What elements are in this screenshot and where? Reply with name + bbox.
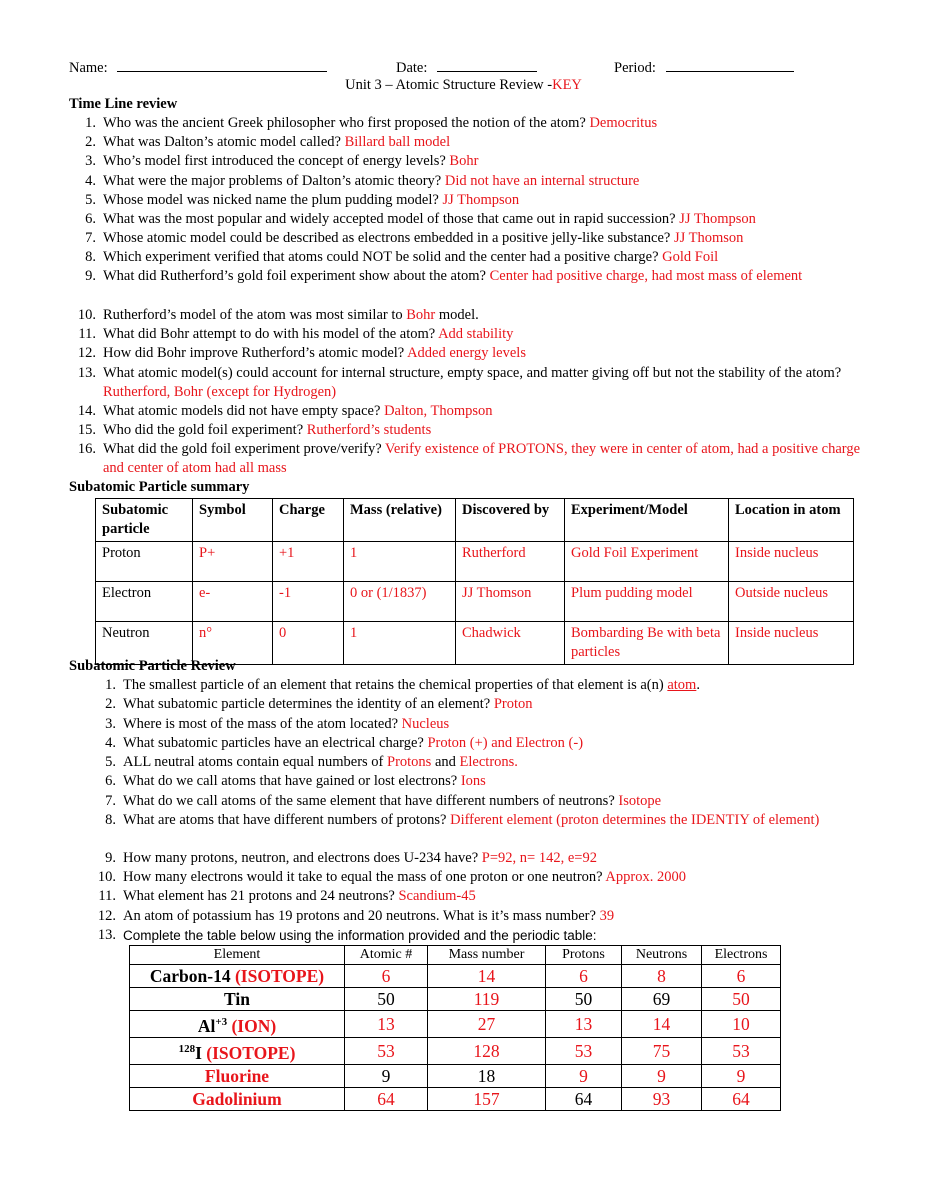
question-number: 10.	[97, 869, 116, 885]
question-number: 4.	[105, 735, 116, 751]
title-key: KEY	[552, 77, 582, 93]
question-text: How many protons, neutron, and electrons does U-234 have?	[123, 850, 479, 866]
summary-cell: Electron	[96, 582, 193, 622]
iso-col-header: Electrons	[702, 946, 781, 965]
iso-value-cell: 27	[428, 1011, 546, 1038]
iso-value-cell: 93	[622, 1087, 702, 1110]
question-text: What atomic model(s) could account for internal structure, empty space, and matter giving off but not the stability of the atom?	[103, 365, 842, 381]
answer-text: Isotope	[618, 793, 662, 809]
question-text: Who was the ancient Greek philosopher who first proposed the notion of the atom?	[103, 115, 586, 131]
question-item	[103, 267, 863, 286]
question-number: 11.	[78, 326, 96, 342]
iso-value-cell: 128	[428, 1037, 546, 1064]
question-item	[103, 344, 863, 363]
question-number: 1.	[105, 677, 116, 693]
iso-value-cell: 75	[622, 1037, 702, 1064]
iso-value-cell: 64	[702, 1087, 781, 1110]
question-text: .	[696, 677, 700, 693]
period-label: Period:	[614, 60, 656, 76]
element-name: Carbon-14	[149, 966, 231, 986]
question-text: Complete the table below using the information provided and the periodic table:	[123, 928, 597, 943]
summary-row	[96, 582, 854, 622]
answer-text: Rutherford’s students	[306, 422, 432, 438]
question-text: and	[434, 754, 456, 770]
iso-value-cell: 119	[428, 988, 546, 1011]
question-item	[103, 229, 863, 248]
subatomic-summary-table	[95, 498, 854, 665]
answer-text: Democritus	[589, 115, 658, 131]
question-item	[103, 306, 863, 325]
element-name: Fluorine	[204, 1065, 270, 1086]
question-text: Whose model was nicked name the plum pudding model?	[103, 192, 439, 208]
iso-value-cell: 157	[428, 1087, 546, 1110]
col-header: Symbol	[193, 499, 273, 542]
question-text: How did Bohr improve Rutherford’s atomic model?	[103, 345, 405, 361]
summary-cell: Chadwick	[456, 622, 565, 665]
col-header: Experiment/Model	[565, 499, 729, 542]
iso-col-header: Protons	[546, 946, 622, 965]
mass-superscript: 128	[178, 1042, 196, 1055]
iso-value-cell: 10	[702, 1011, 781, 1038]
date-label: Date:	[396, 60, 428, 76]
question-item	[103, 133, 863, 152]
iso-value-cell: 14	[428, 965, 546, 988]
question-item	[123, 753, 858, 772]
period-field[interactable]	[666, 57, 794, 72]
summary-cell: Rutherford	[456, 542, 565, 582]
answer-text: Billard ball model	[344, 134, 451, 150]
question-text: What did Bohr attempt to do with his model of the atom?	[103, 326, 436, 342]
summary-cell: P+	[193, 542, 273, 582]
question-text: ALL neutral atoms contain equal numbers of	[123, 754, 384, 770]
element-name: Tin	[224, 989, 250, 1009]
question-text: The smallest particle of an element that retains the chemical properties of that element is a(n)	[123, 677, 664, 693]
date-row	[396, 57, 537, 78]
summary-cell: Inside nucleus	[729, 622, 854, 665]
summary-cell: JJ Thomson	[456, 582, 565, 622]
question-item	[123, 734, 858, 753]
question-number: 13.	[97, 927, 116, 943]
question-number: 9.	[85, 268, 96, 284]
iso-value-cell: 9	[345, 1064, 428, 1087]
summary-cell: Gold Foil Experiment	[565, 542, 729, 582]
title-text: Unit 3 – Atomic Structure Review -	[345, 77, 553, 93]
charge-superscript: +3	[215, 1016, 228, 1028]
summary-cell: Inside nucleus	[729, 542, 854, 582]
question-item	[103, 210, 863, 229]
summary-row	[96, 542, 854, 582]
answer-text: Dalton, Thompson	[384, 403, 493, 419]
question-item	[123, 868, 858, 887]
iso-col-header: Mass number	[428, 946, 546, 965]
question-item	[123, 849, 858, 868]
question-text: What do we call atoms that have gained or lost electrons?	[123, 773, 458, 789]
question-number: 8.	[85, 249, 96, 265]
element-cell	[130, 1037, 345, 1064]
question-item	[123, 695, 858, 714]
answer-text: JJ Thomson	[673, 230, 744, 246]
question-item	[103, 248, 863, 267]
question-item	[103, 364, 863, 402]
answer-text: Added energy levels	[407, 345, 526, 361]
question-item	[103, 421, 863, 440]
answer-text: Proton	[493, 696, 533, 712]
question-number: 15.	[77, 422, 96, 438]
question-item	[123, 926, 858, 945]
iso-value-cell: 53	[345, 1037, 428, 1064]
iso-col-header: Element	[130, 946, 345, 965]
question-item	[103, 114, 863, 133]
answer-text: Bohr	[449, 153, 479, 169]
question-item	[103, 191, 863, 210]
element-cell	[130, 1011, 345, 1038]
summary-cell: Neutron	[96, 622, 193, 665]
iso-value-cell: 53	[702, 1037, 781, 1064]
question-number: 13.	[77, 365, 96, 381]
element-name: Al	[197, 1015, 216, 1036]
iso-value-cell: 9	[546, 1064, 622, 1087]
question-text: model.	[438, 307, 479, 323]
question-text: Who did the gold foil experiment?	[103, 422, 304, 438]
element-name: Gadolinium	[192, 1088, 282, 1109]
iso-header-row	[130, 946, 781, 965]
question-item	[123, 676, 858, 695]
isotope-table	[129, 945, 781, 1111]
col-header: Charge	[273, 499, 344, 542]
element-cell	[130, 988, 345, 1011]
element-tag: (ISOTOPE)	[206, 1042, 296, 1063]
question-item	[103, 172, 863, 191]
summary-cell: Proton	[96, 542, 193, 582]
summary-cell: 1	[344, 542, 456, 582]
question-number: 4.	[85, 173, 96, 189]
summary-cell: 1	[344, 622, 456, 665]
answer-text: Electrons.	[459, 754, 518, 770]
iso-value-cell: 13	[345, 1011, 428, 1038]
question-number: 5.	[85, 192, 96, 208]
name-row	[69, 57, 327, 78]
question-text: What was the most popular and widely accepted model of those that came out in rapid succession?	[103, 211, 676, 227]
answer-text: Rutherford, Bohr (except for Hydrogen)	[103, 384, 337, 401]
question-number: 12.	[77, 345, 96, 361]
question-number: 8.	[105, 812, 116, 828]
answer-text: Scandium-45	[398, 888, 476, 904]
element-tag: (ISOTOPE)	[234, 966, 325, 986]
question-item	[123, 907, 858, 926]
question-number: 3.	[105, 716, 116, 732]
question-number: 5.	[105, 754, 116, 770]
question-number: 1.	[85, 115, 96, 131]
summary-cell: e-	[193, 582, 273, 622]
timeline-heading: Time Line review	[69, 96, 178, 112]
question-item	[123, 811, 858, 830]
question-number: 3.	[85, 153, 96, 169]
iso-row	[130, 1064, 781, 1087]
question-item	[103, 402, 863, 421]
summary-cell: Bombarding Be with beta particles	[565, 622, 729, 665]
question-item	[123, 887, 858, 906]
question-number: 11.	[98, 888, 116, 904]
summary-cell: 0 or (1/1837)	[344, 582, 456, 622]
answer-text: Gold Foil	[662, 249, 719, 265]
iso-value-cell: 50	[345, 988, 428, 1011]
question-text: What atomic models did not have empty space?	[103, 403, 381, 419]
question-number: 9.	[105, 850, 116, 866]
iso-value-cell: 9	[622, 1064, 702, 1087]
answer-text: atom	[667, 677, 697, 693]
question-text: Rutherford’s model of the atom was most similar to	[103, 307, 403, 323]
review-heading: Subatomic Particle Review	[69, 658, 236, 674]
col-header: Discovered by	[456, 499, 565, 542]
answer-text: Verify existence of PROTONS, they were in center of atom, had a positive charge and center of atom had all mass	[103, 441, 861, 477]
iso-value-cell: 64	[546, 1087, 622, 1110]
iso-value-cell: 18	[428, 1064, 546, 1087]
page-title	[0, 76, 927, 95]
question-text: What did the gold foil experiment prove/verify?	[103, 441, 382, 457]
question-number: 12.	[97, 908, 116, 924]
iso-value-cell: 64	[345, 1087, 428, 1110]
question-item	[123, 715, 858, 734]
element-cell	[130, 1087, 345, 1110]
question-text: What subatomic particle determines the identity of an element?	[123, 696, 491, 712]
answer-text: Add stability	[438, 326, 514, 342]
iso-value-cell: 53	[546, 1037, 622, 1064]
period-row	[614, 57, 794, 78]
element-cell	[130, 1064, 345, 1087]
answer-text: Bohr	[406, 307, 436, 323]
answer-text: Did not have an internal structure	[444, 173, 640, 189]
question-item	[103, 325, 863, 344]
answer-text: JJ Thompson	[442, 192, 520, 208]
iso-row	[130, 1037, 781, 1064]
summary-cell: -1	[273, 582, 344, 622]
answer-text: Ions	[460, 773, 486, 789]
element-tag: (ION)	[231, 1015, 277, 1036]
question-number: 6.	[105, 773, 116, 789]
name-label: Name:	[69, 60, 108, 76]
iso-col-header: Neutrons	[622, 946, 702, 965]
answer-text: Different element (proton determines the IDENTIY of element)	[450, 812, 820, 828]
question-text: What was Dalton’s atomic model called?	[103, 134, 341, 150]
summary-cell: 0	[273, 622, 344, 665]
iso-row	[130, 1087, 781, 1110]
date-field[interactable]	[437, 57, 537, 72]
col-header: Mass (relative)	[344, 499, 456, 542]
col-header: Location in atom	[729, 499, 854, 542]
question-text: What subatomic particles have an electrical charge?	[123, 735, 424, 751]
question-text: What are atoms that have different numbers of protons?	[123, 812, 447, 828]
iso-value-cell: 69	[622, 988, 702, 1011]
iso-value-cell: 14	[622, 1011, 702, 1038]
summary-cell: +1	[273, 542, 344, 582]
question-text: Where is most of the mass of the atom located?	[123, 716, 399, 732]
answer-text: Nucleus	[401, 716, 450, 732]
answer-text: Protons	[387, 754, 432, 770]
summary-cell: Plum pudding model	[565, 582, 729, 622]
question-text: Which experiment verified that atoms could NOT be solid and the center had a positive charge?	[103, 249, 659, 265]
question-item	[123, 772, 858, 791]
answer-text: JJ Thompson	[679, 211, 756, 227]
question-number: 7.	[105, 793, 116, 809]
summary-cell: n°	[193, 622, 273, 665]
element-cell	[130, 965, 345, 988]
iso-value-cell: 6	[546, 965, 622, 988]
question-number: 7.	[85, 230, 96, 246]
answer-text: P=92, n= 142, e=92	[481, 850, 597, 866]
question-text: How many electrons would it take to equal the mass of one proton or one neutron?	[123, 869, 603, 885]
summary-heading: Subatomic Particle summary	[69, 479, 250, 495]
iso-value-cell: 9	[702, 1064, 781, 1087]
iso-value-cell: 50	[702, 988, 781, 1011]
question-text: An atom of potassium has 19 protons and 20 neutrons. What is it’s mass number?	[123, 908, 596, 924]
iso-value-cell: 8	[622, 965, 702, 988]
question-number: 2.	[105, 696, 116, 712]
question-item	[123, 792, 858, 811]
question-number: 6.	[85, 211, 96, 227]
question-number: 2.	[85, 134, 96, 150]
question-text: What element has 21 protons and 24 neutrons?	[123, 888, 395, 904]
answer-text: Center had positive charge, had most mass of element	[489, 268, 803, 284]
question-number: 10.	[77, 307, 96, 323]
answer-text: 39	[599, 908, 615, 924]
answer-text: Proton (+) and Electron (-)	[427, 735, 584, 751]
question-text: Who’s model first introduced the concept of energy levels?	[103, 153, 446, 169]
question-item	[103, 440, 863, 478]
question-text: What were the major problems of Dalton’s atomic theory?	[103, 173, 442, 189]
iso-col-header: Atomic #	[345, 946, 428, 965]
iso-row	[130, 988, 781, 1011]
iso-value-cell: 6	[702, 965, 781, 988]
col-header: Subatomic particle	[96, 499, 193, 542]
iso-row	[130, 965, 781, 988]
summary-header-row	[96, 499, 854, 542]
iso-value-cell: 50	[546, 988, 622, 1011]
summary-cell: Outside nucleus	[729, 582, 854, 622]
iso-row	[130, 1011, 781, 1038]
name-field[interactable]	[117, 57, 327, 72]
iso-value-cell: 13	[546, 1011, 622, 1038]
question-item	[103, 152, 863, 171]
question-text: What did Rutherford’s gold foil experiment show about the atom?	[103, 268, 486, 284]
iso-value-cell: 6	[345, 965, 428, 988]
question-number: 14.	[77, 403, 96, 419]
question-text: What do we call atoms of the same element that have different numbers of neutrons?	[123, 793, 615, 809]
question-text: Whose atomic model could be described as electrons embedded in a positive jelly-like substance?	[103, 230, 671, 246]
answer-text: Approx. 2000	[605, 869, 686, 885]
question-number: 16.	[77, 441, 96, 457]
element-name: I	[195, 1042, 202, 1063]
